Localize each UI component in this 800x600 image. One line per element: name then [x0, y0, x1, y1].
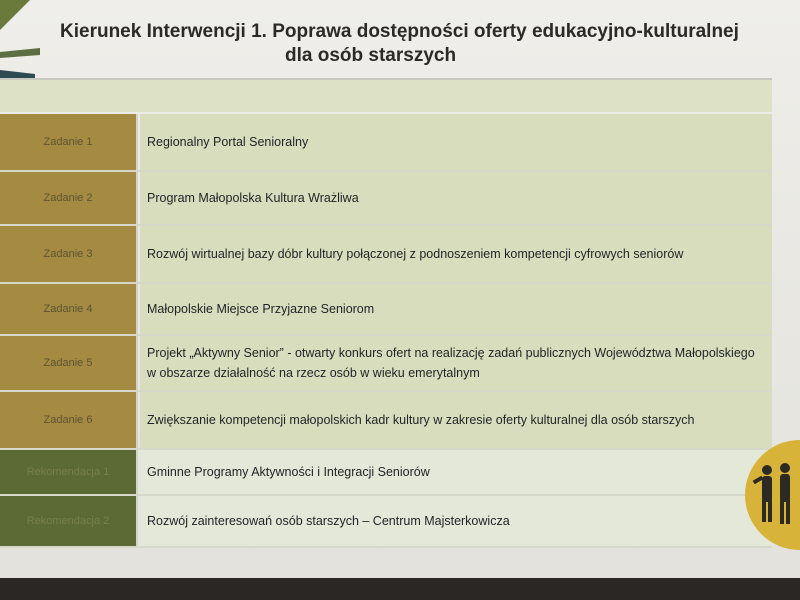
table-row [0, 392, 772, 450]
row-label: Zadanie 5 [0, 336, 138, 390]
row-text: Rozwój zainteresowań osób starszych – Centrum Majsterkowicza [140, 496, 772, 546]
table-row [0, 114, 772, 172]
row-text: Zwiększanie kompetencji małopolskich kadr kultury w zakresie oferty kulturalnej dla osób starszych [140, 392, 772, 448]
tasks-table [0, 78, 772, 548]
row-text: Projekt „Aktywny Senior” - otwarty konkurs ofert na realizację zadań publicznych Województwa Małopolskiego w obszarze działalność na rzecz osób w wieku emerytalnym [140, 336, 772, 390]
title-line-1: Kierunek Interwencji 1. Poprawa dostępności oferty edukacyjno-kulturalnej [60, 21, 739, 42]
row-label: Rekomendacja 1 [0, 450, 138, 494]
row-label: Zadanie 1 [0, 114, 138, 170]
projector-bottom-edge [0, 578, 800, 600]
table-row [0, 226, 772, 284]
row-text: Program Małopolska Kultura Wrażliwa [140, 172, 772, 224]
row-label: Zadanie 6 [0, 392, 138, 448]
seniors-logo-icon [745, 440, 800, 550]
row-label: Rekomendacja 2 [0, 496, 138, 546]
table-row [0, 450, 772, 496]
title-line-2: dla osób starszych [285, 45, 457, 66]
slide-title [60, 20, 800, 68]
table-row [0, 496, 772, 548]
row-text: Rozwój wirtualnej bazy dóbr kultury połączonej z podnoszeniem kompetencji cyfrowych seniorów [140, 226, 772, 282]
row-text: Małopolskie Miejsce Przyjazne Seniorom [140, 284, 772, 334]
row-label: Zadanie 4 [0, 284, 138, 334]
table-row [0, 284, 772, 336]
row-text: Gminne Programy Aktywności i Integracji Seniorów [140, 450, 772, 494]
table-row [0, 336, 772, 392]
row-label: Zadanie 3 [0, 226, 138, 282]
row-text: Regionalny Portal Senioralny [140, 114, 772, 170]
table-row [0, 172, 772, 226]
row-label: Zadanie 2 [0, 172, 138, 224]
